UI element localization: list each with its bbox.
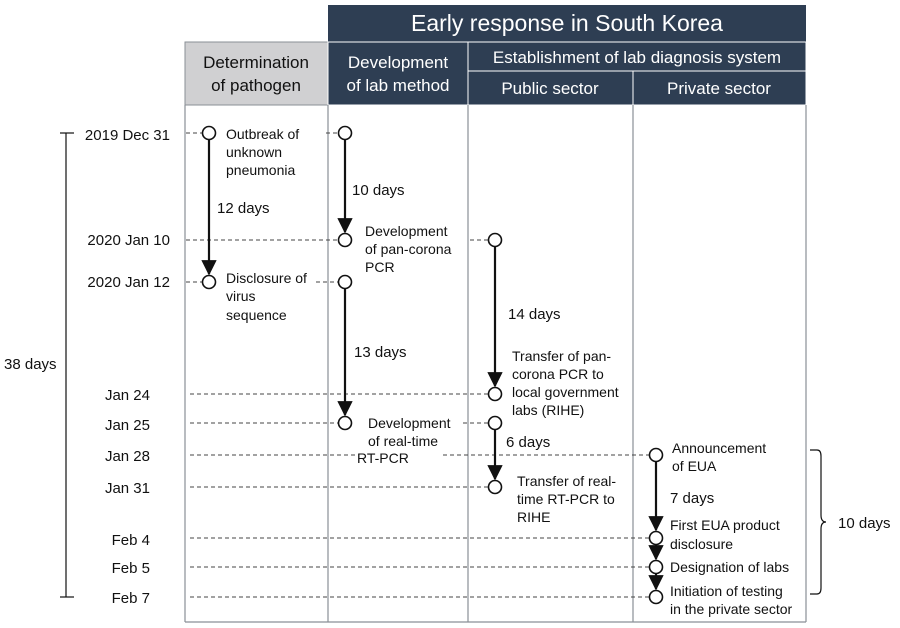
bracket-38-days <box>60 133 74 597</box>
header-development-line2: of lab method <box>346 76 450 95</box>
event-line: Disclosure of <box>226 270 307 286</box>
bracket-38-days-label: 38 days <box>4 356 57 373</box>
event-line: of pan-corona <box>365 241 452 257</box>
bracket-10-days-label: 10 days <box>838 515 891 532</box>
event-line: Development <box>365 223 448 239</box>
milestone-circle <box>489 481 502 494</box>
event-line: Transfer of pan- <box>512 348 612 364</box>
milestone-circle <box>489 388 502 401</box>
event-transfer-pan <box>512 348 619 418</box>
event-line: corona PCR to <box>512 366 604 382</box>
event-disclosure-sequence <box>226 270 307 323</box>
event-line: Announcement <box>672 440 767 456</box>
event-line: of real-time <box>368 433 439 449</box>
event-line: Outbreak of <box>226 126 300 142</box>
milestones <box>203 127 663 604</box>
duration-label: 6 days <box>506 434 551 451</box>
milestone-circle <box>650 591 663 604</box>
milestone-circle <box>489 234 502 247</box>
duration-label: 14 days <box>508 306 561 323</box>
milestone-circle <box>650 532 663 545</box>
event-line: RIHE <box>517 509 551 525</box>
date-label: Feb 7 <box>111 590 150 607</box>
event-dev-pan-corona <box>365 223 452 275</box>
event-transfer-rt <box>517 473 616 525</box>
event-line: local government <box>512 384 619 400</box>
event-outbreak <box>226 126 299 178</box>
milestone-circle <box>650 561 663 574</box>
header-determination-box <box>185 42 328 105</box>
bracket-10-days <box>810 450 826 594</box>
date-label: Jan 31 <box>104 480 150 497</box>
date-label: 2020 Jan 10 <box>87 232 170 249</box>
duration-label: 12 days <box>217 200 270 217</box>
event-line: Initiation of testing <box>670 583 783 599</box>
milestone-circle <box>203 276 216 289</box>
date-label: 2019 Dec 31 <box>84 127 170 144</box>
event-line: Development <box>368 415 451 431</box>
event-line: unknown <box>226 144 283 160</box>
duration-label: 10 days <box>352 182 405 199</box>
event-line: pneumonia <box>226 162 296 178</box>
header-determination-line2: of pathogen <box>211 76 301 95</box>
header-establishment: Establishment of lab diagnosis system <box>492 48 782 67</box>
event-line: disclosure <box>670 536 734 552</box>
event-line: PCR <box>365 259 395 275</box>
event-line: First EUA product <box>670 517 780 533</box>
date-label: Jan 28 <box>104 448 150 465</box>
milestone-circle <box>339 276 352 289</box>
header-private: Private sector <box>667 79 771 98</box>
event-line: sequence <box>226 307 287 323</box>
event-first-eua <box>670 517 780 552</box>
milestone-circle <box>650 449 663 462</box>
event-line: of EUA <box>672 458 717 474</box>
event-dev-rt-pcr <box>357 415 451 466</box>
header-title: Early response in South Korea <box>411 10 723 36</box>
event-line: Designation of labs <box>670 559 790 575</box>
event-line: time RT-PCR to <box>517 491 615 507</box>
date-label: Feb 5 <box>111 560 150 577</box>
event-announce-eua <box>672 440 766 474</box>
duration-arrows <box>209 140 656 589</box>
header-determination-line1: Determination <box>203 53 309 72</box>
event-line: Transfer of real- <box>517 473 617 489</box>
milestone-circle <box>339 234 352 247</box>
date-labels <box>85 127 170 607</box>
duration-label: 7 days <box>670 490 715 507</box>
event-initiation <box>670 583 793 617</box>
milestone-circle <box>203 127 216 140</box>
milestone-circle <box>489 417 502 430</box>
milestone-circle <box>339 127 352 140</box>
date-label: Jan 24 <box>104 387 150 404</box>
header-development-line1: Development <box>347 53 449 72</box>
header-development-box <box>328 42 468 105</box>
event-line: labs (RIHE) <box>512 402 585 418</box>
header-public: Public sector <box>501 79 599 98</box>
event-designation <box>670 559 789 575</box>
date-label: Jan 25 <box>104 417 150 434</box>
event-line: in the private sector <box>670 601 793 617</box>
duration-label: 13 days <box>354 344 407 361</box>
date-label: 2020 Jan 12 <box>87 274 170 291</box>
event-line: virus <box>226 288 256 304</box>
event-line: RT-PCR <box>357 450 409 466</box>
milestone-circle <box>339 417 352 430</box>
date-label: Feb 4 <box>111 532 150 549</box>
